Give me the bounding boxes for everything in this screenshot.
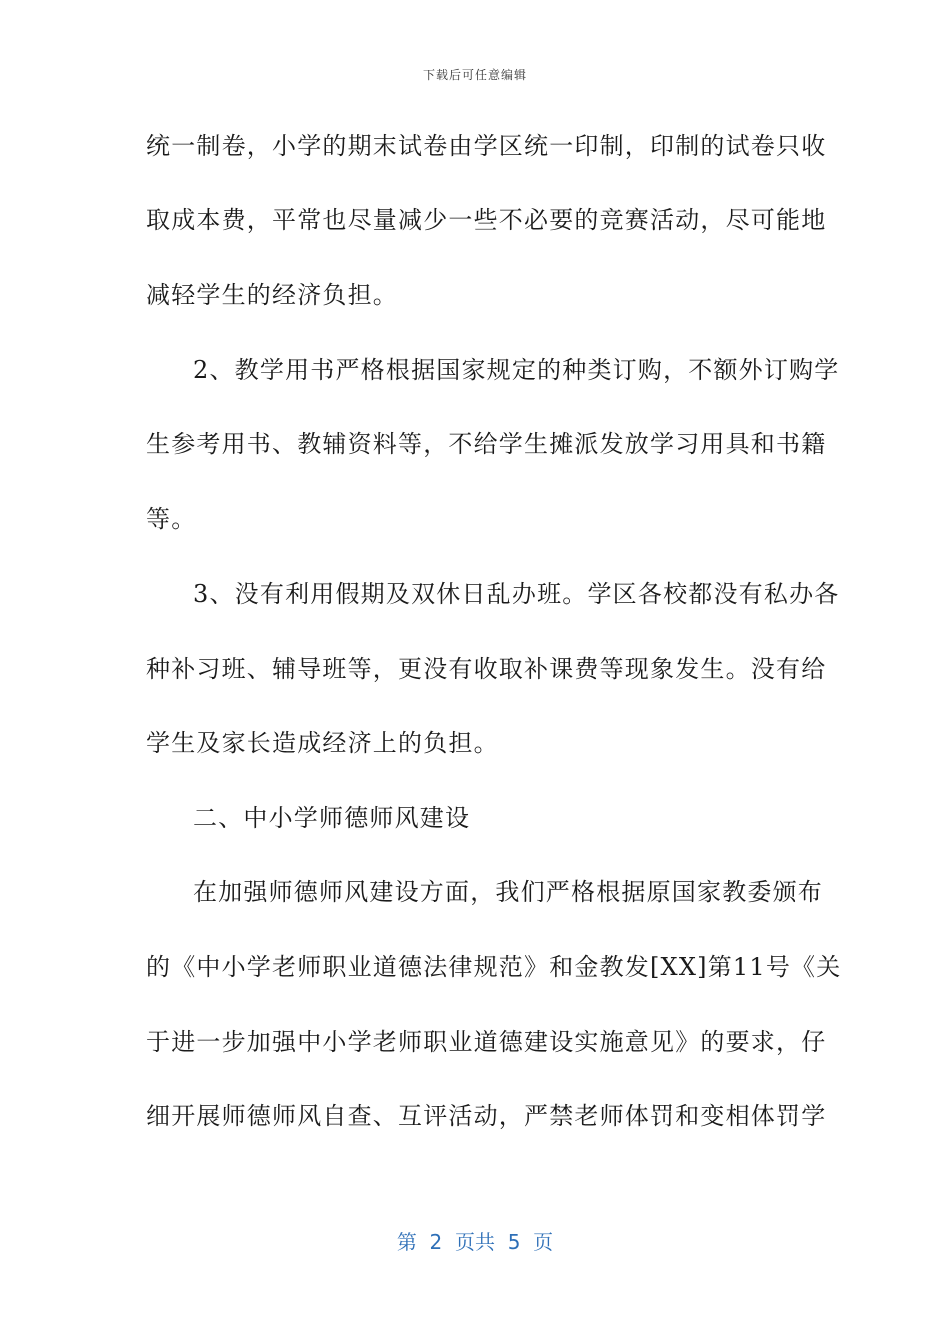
- text-line: 2、教学用书严格根据国家规定的种类订购，不额外订购学: [193, 356, 840, 384]
- text-line: 学生及家长造成经济上的负担。: [146, 729, 499, 757]
- text-line: 细开展师德师风自查、互评活动，严禁老师体罚和变相体罚学: [146, 1102, 827, 1130]
- text-line: 统一制卷，小学的期末试卷由学区统一印制，印制的试卷只收: [146, 132, 827, 160]
- text-line: 于进一步加强中小学老师职业道德建设实施意见》的要求，仔: [146, 1028, 827, 1056]
- text-line: 种补习班、辅导班等，更没有收取补课费等现象发生。没有给: [146, 655, 827, 683]
- text-line: 3、没有利用假期及双休日乱办班。学区各校都没有私办各: [193, 580, 840, 608]
- text-line: 等。: [146, 505, 197, 533]
- header-note: 下载后可任意编辑: [422, 68, 527, 82]
- text-line: 在加强师德师风建设方面，我们严格根据原国家教委颁布: [193, 878, 823, 906]
- text-line: 生参考用书、教辅资料等，不给学生摊派发放学习用具和书籍: [146, 430, 827, 458]
- page-number: 第 2 页共 5 页: [396, 1230, 554, 1254]
- text-line: 减轻学生的经济负担。: [146, 281, 398, 309]
- section-heading: 二、中小学师德师风建设: [193, 804, 471, 832]
- text-line: 取成本费，平常也尽量减少一些不必要的竞赛活动，尽可能地: [146, 206, 827, 234]
- text-line: 的《中小学老师职业道德法律规范》和金教发[XX]第11号《关: [146, 953, 842, 981]
